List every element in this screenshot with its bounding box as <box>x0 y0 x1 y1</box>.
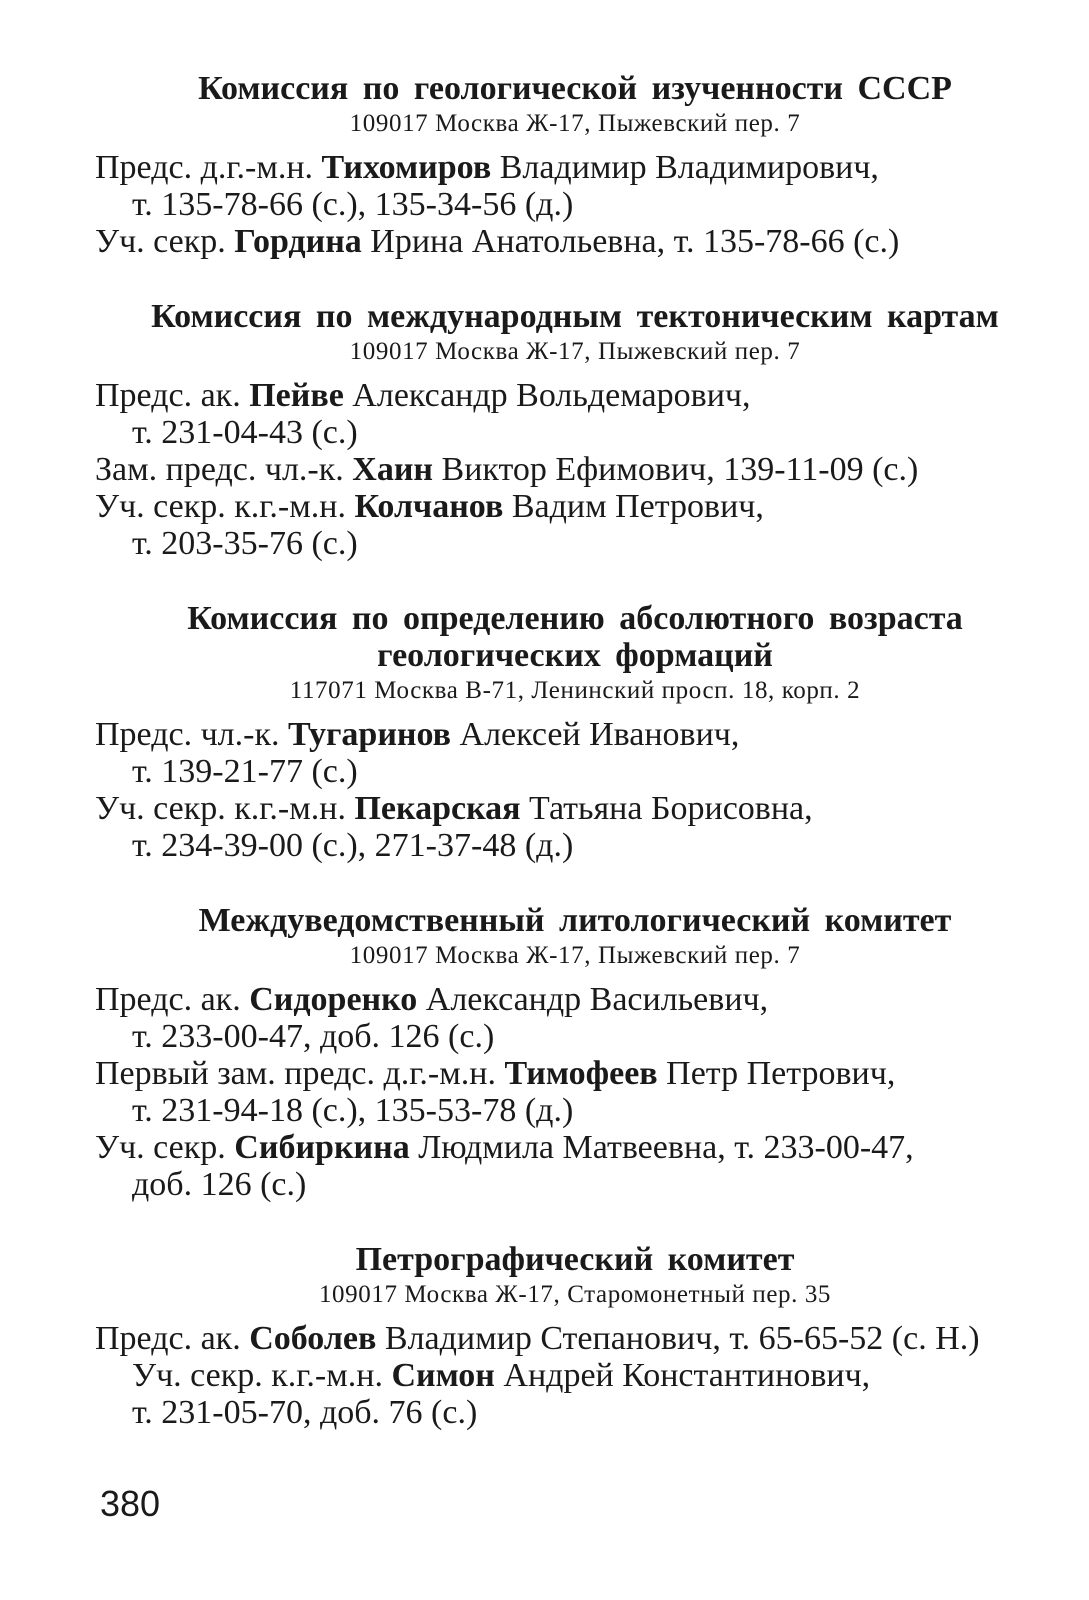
section-title: Комиссия по определению абсолютного возраста геологических формаций <box>187 600 963 674</box>
section-address: 109017 Москва Ж-17, Пыжевский пер. 7 <box>349 338 801 365</box>
entry-details: Татьяна Борисовна, <box>520 790 813 827</box>
entry-role: Предс. ак. <box>95 981 250 1018</box>
entry-phone: т. 135-78-66 (с.), 135-34-56 (д.) <box>132 186 574 223</box>
entry-chairman <box>95 716 1055 790</box>
section-address: 117071 Москва В-71, Ленинский просп. 18, корп. 2 <box>289 677 861 704</box>
entry-name: Симон <box>391 1357 495 1394</box>
entry-name: Гордина <box>234 223 362 260</box>
entry-role: Предс. чл.-к. <box>95 716 288 753</box>
entry-name: Тугаринов <box>288 716 452 753</box>
entry-details: Андрей Константинович, <box>494 1357 871 1394</box>
entry-name: Пейве <box>249 377 344 414</box>
entry-details: Владимир Степанович, т. 65-65-52 (с. Н.) <box>376 1320 980 1357</box>
entry-details: Петр Петрович, <box>657 1055 896 1092</box>
page-number: 380 <box>100 1483 161 1524</box>
entry-secretary <box>95 1357 1055 1431</box>
section-title: Комиссия по геологической изученности СССР <box>198 70 952 107</box>
entry-phone: т. 234-39-00 (с.), 271-37-48 (д.) <box>132 827 574 864</box>
section-title: Междуведомственный литологический комитет <box>198 902 952 939</box>
entry-chairman <box>95 981 1055 1055</box>
section-tectonic-maps-commission <box>95 298 1055 562</box>
entry-details: Людмила Матвеевна, т. 233-00-47, <box>409 1129 914 1166</box>
entry-chairman <box>95 1320 1055 1357</box>
entry-phone: т. 231-94-18 (с.), 135-53-78 (д.) <box>132 1092 574 1129</box>
entry-chairman <box>95 149 1055 223</box>
entry-secretary <box>95 488 1055 562</box>
section-lithological-committee <box>95 902 1055 1203</box>
entry-first-deputy <box>95 1055 1055 1129</box>
entry-role: Уч. секр. к.г.-м.н. <box>95 488 355 525</box>
entry-role: Предс. д.г.-м.н. <box>95 149 322 186</box>
document-page <box>95 70 1055 1469</box>
section-absolute-age-commission <box>95 600 1055 864</box>
section-title: Петрографический комитет <box>355 1241 795 1278</box>
section-petrographic-committee <box>95 1241 1055 1431</box>
section-address: 109017 Москва Ж-17, Пыжевский пер. 7 <box>349 110 801 137</box>
section-address: 109017 Москва Ж-17, Пыжевский пер. 7 <box>349 942 801 969</box>
entry-secretary <box>95 223 1055 260</box>
entry-role: Уч. секр. к.г.-м.н. <box>95 790 355 827</box>
entry-name: Сидоренко <box>249 981 418 1018</box>
entry-phone: т. 139-21-77 (с.) <box>132 753 358 790</box>
section-address: 109017 Москва Ж-17, Старомонетный пер. 35 <box>318 1281 832 1308</box>
entry-details: Алексей Иванович, <box>451 716 740 753</box>
entry-name: Соболев <box>249 1320 377 1357</box>
entry-deputy-chairman <box>95 451 1055 488</box>
section-geological-study-commission <box>95 70 1055 260</box>
entry-role: Уч. секр. к.г.-м.н. <box>132 1357 392 1394</box>
entry-details: Александр Васильевич, <box>417 981 769 1018</box>
entry-phone: т. 231-04-43 (с.) <box>132 414 358 451</box>
entry-phone: доб. 126 (с.) <box>132 1166 307 1203</box>
entry-secretary <box>95 1129 1055 1203</box>
entry-name: Пекарская <box>354 790 521 827</box>
entry-role: Предс. ак. <box>95 377 250 414</box>
entry-name: Тихомиров <box>321 149 492 186</box>
entry-details: Владимир Владимирович, <box>491 149 879 186</box>
entry-details: Виктор Ефимович, 139-11-09 (с.) <box>433 451 919 488</box>
entry-phone: т. 231-05-70, доб. 76 (с.) <box>132 1394 478 1431</box>
entry-role: Уч. секр. <box>95 223 235 260</box>
entry-role: Первый зам. предс. д.г.-м.н. <box>95 1055 505 1092</box>
entry-role: Уч. секр. <box>95 1129 235 1166</box>
entry-details: Александр Вольдемарович, <box>343 377 751 414</box>
entry-name: Тимофеев <box>504 1055 658 1092</box>
entry-phone: т. 233-00-47, доб. 126 (с.) <box>132 1018 495 1055</box>
entry-secretary <box>95 790 1055 864</box>
entry-name: Хаин <box>352 451 434 488</box>
entry-role: Предс. ак. <box>95 1320 250 1357</box>
entry-phone: т. 203-35-76 (с.) <box>132 525 358 562</box>
entry-chairman <box>95 377 1055 451</box>
entry-details: Ирина Анатольевна, т. 135-78-66 (с.) <box>361 223 900 260</box>
entry-name: Колчанов <box>354 488 504 525</box>
entry-name: Сибиркина <box>234 1129 410 1166</box>
entry-details: Вадим Петрович, <box>503 488 764 525</box>
section-title: Комиссия по международным тектоническим картам <box>151 298 999 335</box>
entry-role: Зам. предс. чл.-к. <box>95 451 353 488</box>
